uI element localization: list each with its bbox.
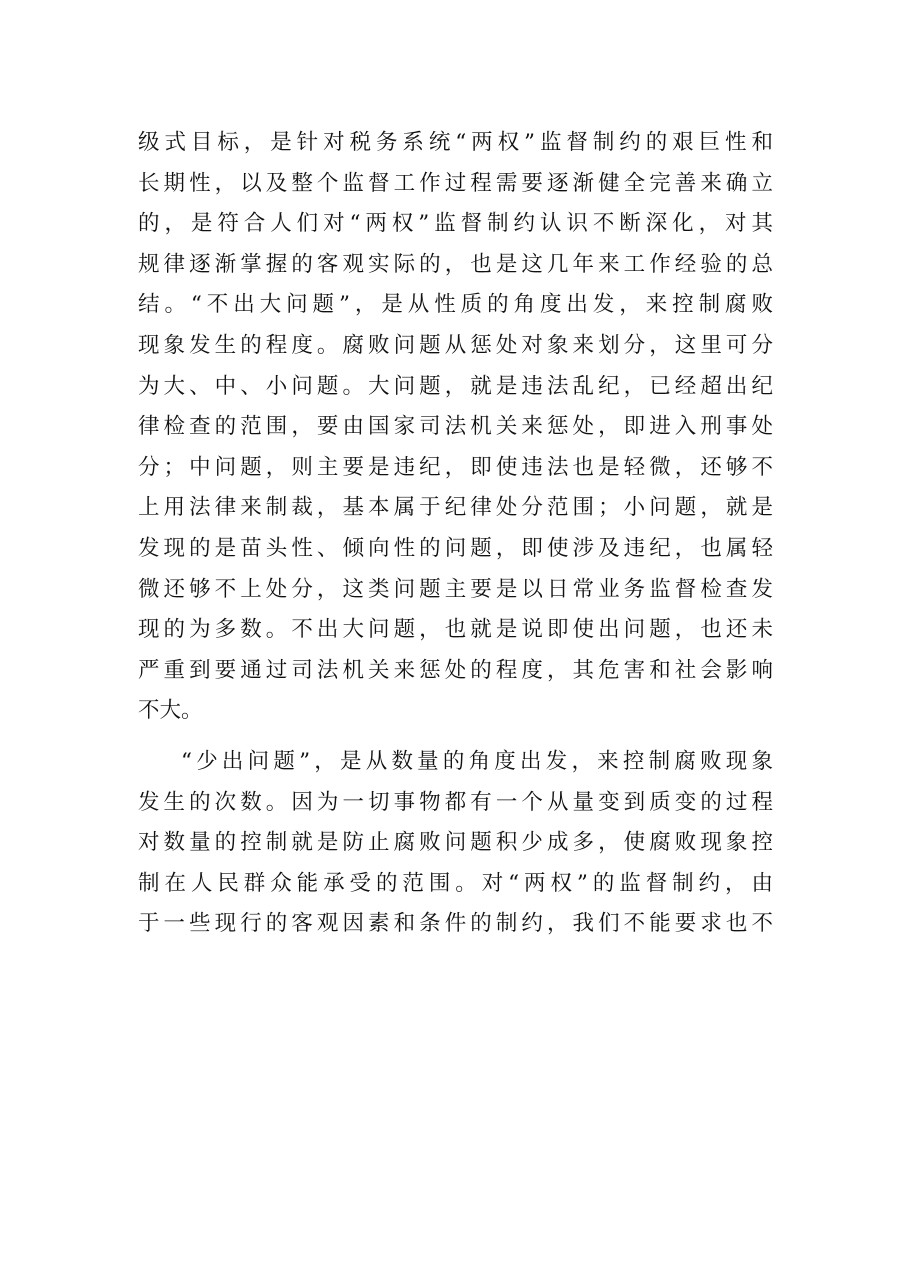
text-line: 为大、中、小问题。大问题，就是违法乱纪，已经超出纪: [138, 373, 773, 399]
text-line: 于一些现行的客观因素和条件的制约，我们不能要求也不: [138, 911, 773, 937]
text-line: 现的为多数。不出大问题，也就是说即使出问题，也还未: [138, 617, 773, 643]
text-line: 制在人民群众能承受的范围。对“两权”的监督制约，由: [138, 870, 773, 896]
text-line: 对数量的控制就是防止腐败问题积少成多，使腐败现象控: [138, 830, 773, 856]
text-line: 严重到要通过司法机关来惩处的程度，其危害和社会影响: [138, 657, 773, 683]
paragraph-1: [138, 123, 773, 732]
text-line: 的，是符合人们对“两权”监督制约认识不断深化，对其: [138, 211, 773, 237]
text-line-last: 不大。: [138, 698, 203, 724]
text-line-first: “少出问题”，是从数量的角度出发，来控制腐败现象: [181, 748, 773, 774]
paragraph-2: [138, 742, 773, 945]
text-line: 微还够不上处分，这类问题主要是以日常业务监督检查发: [138, 576, 773, 602]
text-line: 上用法律来制裁，基本属于纪律处分范围；小问题，就是: [138, 495, 773, 521]
text-line: 结。“不出大问题”，是从性质的角度出发，来控制腐败: [138, 292, 773, 318]
paragraph-gap: [138, 732, 773, 742]
text-line: 发生的次数。因为一切事物都有一个从量变到质变的过程: [138, 789, 773, 815]
document-body: [138, 123, 773, 945]
text-line: 律检查的范围，要由国家司法机关来惩处，即进入刑事处: [138, 414, 773, 440]
text-line: 发现的是苗头性、倾向性的问题，即使涉及违纪，也属轻: [138, 535, 773, 561]
text-line: 规律逐渐掌握的客观实际的，也是这几年来工作经验的总: [138, 251, 773, 277]
text-line: 级式目标，是针对税务系统“两权”监督制约的艰巨性和: [138, 130, 773, 155]
text-line: 分；中问题，则主要是违纪，即使违法也是轻微，还够不: [138, 454, 773, 480]
text-line: 长期性，以及整个监督工作过程需要逐渐健全完善来确立: [138, 170, 773, 196]
text-line: 现象发生的程度。腐败问题从惩处对象来划分，这里可分: [138, 332, 773, 358]
